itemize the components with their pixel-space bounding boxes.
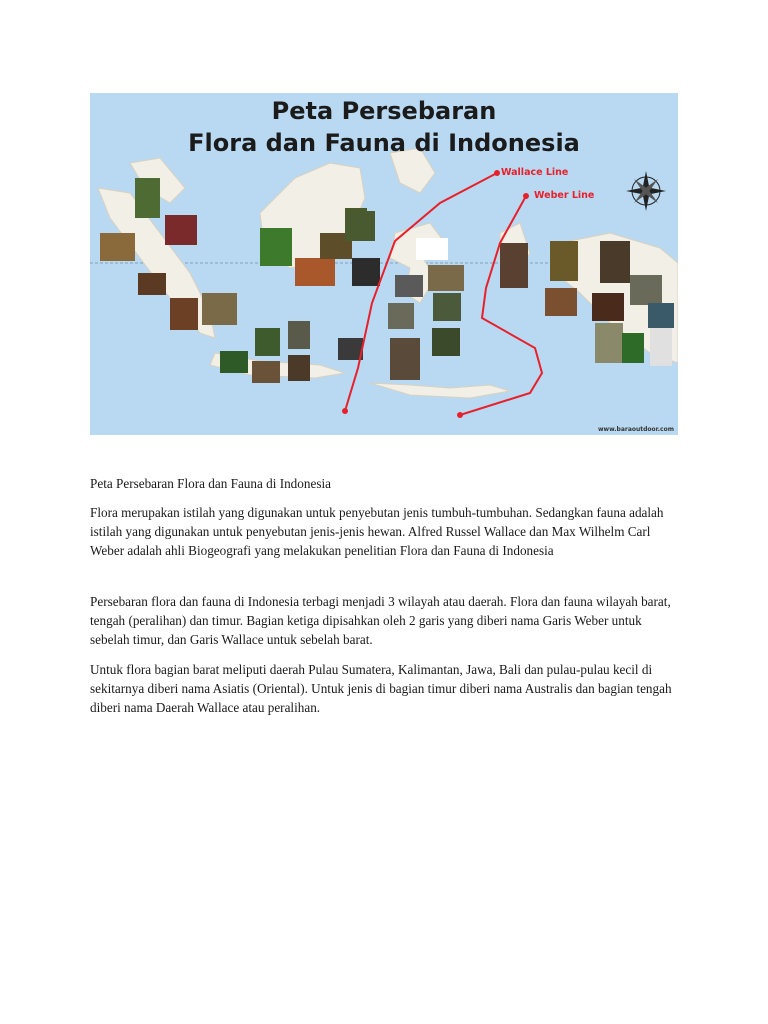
compass-rose-icon — [626, 171, 666, 211]
map-title-line-2: Flora dan Fauna di Indonesia — [188, 129, 580, 157]
wallace-line-end-top — [494, 170, 500, 176]
map-figure — [90, 93, 678, 435]
weber-line — [460, 196, 542, 415]
map-title-line-1: Peta Persebaran — [271, 97, 497, 125]
wallace-line-label: Wallace Line — [501, 167, 569, 178]
map-title — [90, 93, 678, 159]
weber-line-label: Weber Line — [534, 190, 595, 201]
landmass-nusa-tenggara — [370, 383, 510, 398]
weber-line-end-bottom — [457, 412, 463, 418]
paragraph-3: Untuk flora bagian barat meliputi daerah Pulau Sumatera, Kalimantan, Jawa, Bali dan pulau-pulau kecil di sekitarnya diberi nama Asiatis (Oriental). Untuk jenis di bagian timur diberi nama Australis dan bagian tengah diberi nama Daerah Wallace atau peralihan. — [90, 662, 672, 715]
image-credit: www.baraoutdoor.com — [598, 426, 674, 433]
weber-line-end-top — [523, 193, 529, 199]
paragraph-1: Flora merupakan istilah yang digunakan untuk penyebutan jenis tumbuh-tumbuhan. Sedangkan fauna adalah istilah yang digunakan untuk penyebutan jenis-jenis hewan. Alfred Russel Wallace dan Max Wilhelm Carl Weber adalah ahli Biogeografi yang melakukan penelitian Flora dan Fauna di Indonesia — [90, 505, 664, 558]
paragraph-2: Persebaran flora dan fauna di Indonesia terbagi menjadi 3 wilayah atau daerah. Flora dan fauna wilayah barat, tengah (peralihan) dan timur. Bagian ketiga dipisahkan oleh 2 garis yang diberi nama Garis Weber untuk sebelah timur, dan Garis Wallace untuk sebelah barat. — [90, 594, 671, 647]
wallace-line-end-bottom — [342, 408, 348, 414]
figure-caption: Peta Persebaran Flora dan Fauna di Indonesia — [90, 476, 331, 491]
